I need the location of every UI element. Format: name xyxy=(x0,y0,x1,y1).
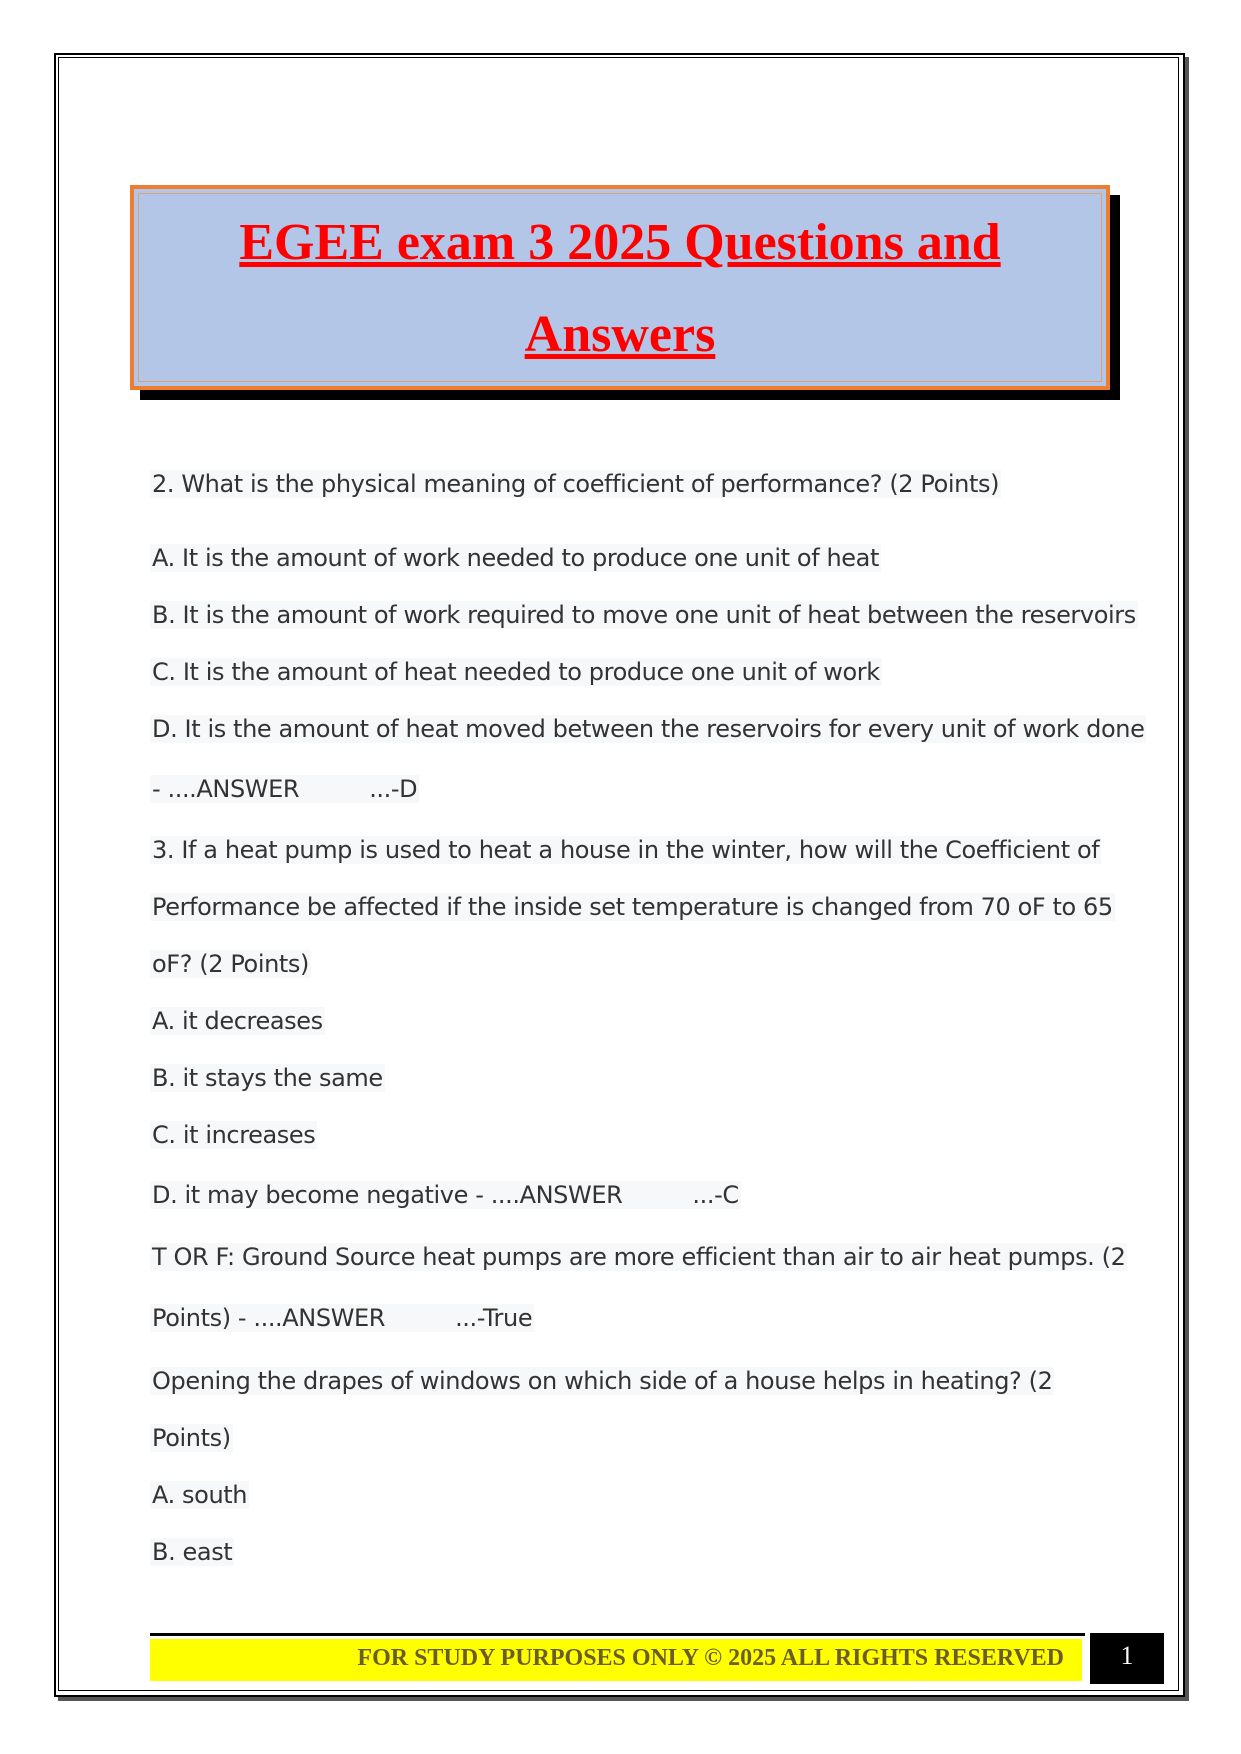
title-line-2: Answers xyxy=(524,306,716,363)
answer-prefix: Points) - ....ANSWER xyxy=(152,1304,386,1332)
footer-band xyxy=(150,1639,1082,1681)
q2-option-a: A. It is the amount of work needed to produce one unit of heat xyxy=(152,544,879,572)
q3-option-a: A. it decreases xyxy=(152,1007,323,1035)
question-drapes-line-1: Opening the drapes of windows on which side of a house helps in heating? (2 xyxy=(152,1367,1053,1395)
q2-option-b: B. It is the amount of work required to move one unit of heat between the reservoirs xyxy=(152,601,1136,629)
question-tf-answer xyxy=(150,1304,534,1332)
question-3-line-3: oF? (2 Points) xyxy=(152,950,309,978)
answer-value: ...-True xyxy=(455,1304,533,1332)
q2-option-d: D. It is the amount of heat moved between the reservoirs for every unit of work done xyxy=(152,715,1145,743)
answer-value: ...-D xyxy=(369,775,418,803)
drapes-option-a: A. south xyxy=(152,1481,248,1509)
question-drapes-line-2: Points) xyxy=(152,1424,231,1452)
title-line-1: EGEE exam 3 2025 Questions and xyxy=(239,214,1001,271)
page-number: 1 xyxy=(1090,1633,1164,1684)
q2-answer xyxy=(150,775,419,803)
footer-text: FOR STUDY PURPOSES ONLY © 2025 ALL RIGHTS RESERVED xyxy=(357,1645,1064,1671)
drapes-option-b: B. east xyxy=(152,1538,233,1566)
q2-option-c: C. It is the amount of heat needed to produce one unit of work xyxy=(152,658,880,686)
question-2: 2. What is the physical meaning of coefficient of performance? (2 Points) xyxy=(152,470,1000,498)
question-3-line-2: Performance be affected if the inside set temperature is changed from 70 oF to 65 xyxy=(152,893,1113,921)
title-box xyxy=(130,185,1110,390)
footer-rule xyxy=(150,1633,1085,1636)
answer-prefix: - ....ANSWER xyxy=(152,775,300,803)
q3-option-c: C. it increases xyxy=(152,1121,316,1149)
answer-prefix: D. it may become negative - ....ANSWER xyxy=(152,1181,623,1209)
q3-option-b: B. it stays the same xyxy=(152,1064,383,1092)
document-title xyxy=(134,197,1106,381)
q3-option-d-answer xyxy=(150,1181,741,1209)
question-tf-line-1: T OR F: Ground Source heat pumps are more efficient than air to air heat pumps. (2 xyxy=(152,1243,1126,1271)
question-3-line-1: 3. If a heat pump is used to heat a house in the winter, how will the Coefficient of xyxy=(152,836,1100,864)
answer-value: ...-C xyxy=(692,1181,739,1209)
